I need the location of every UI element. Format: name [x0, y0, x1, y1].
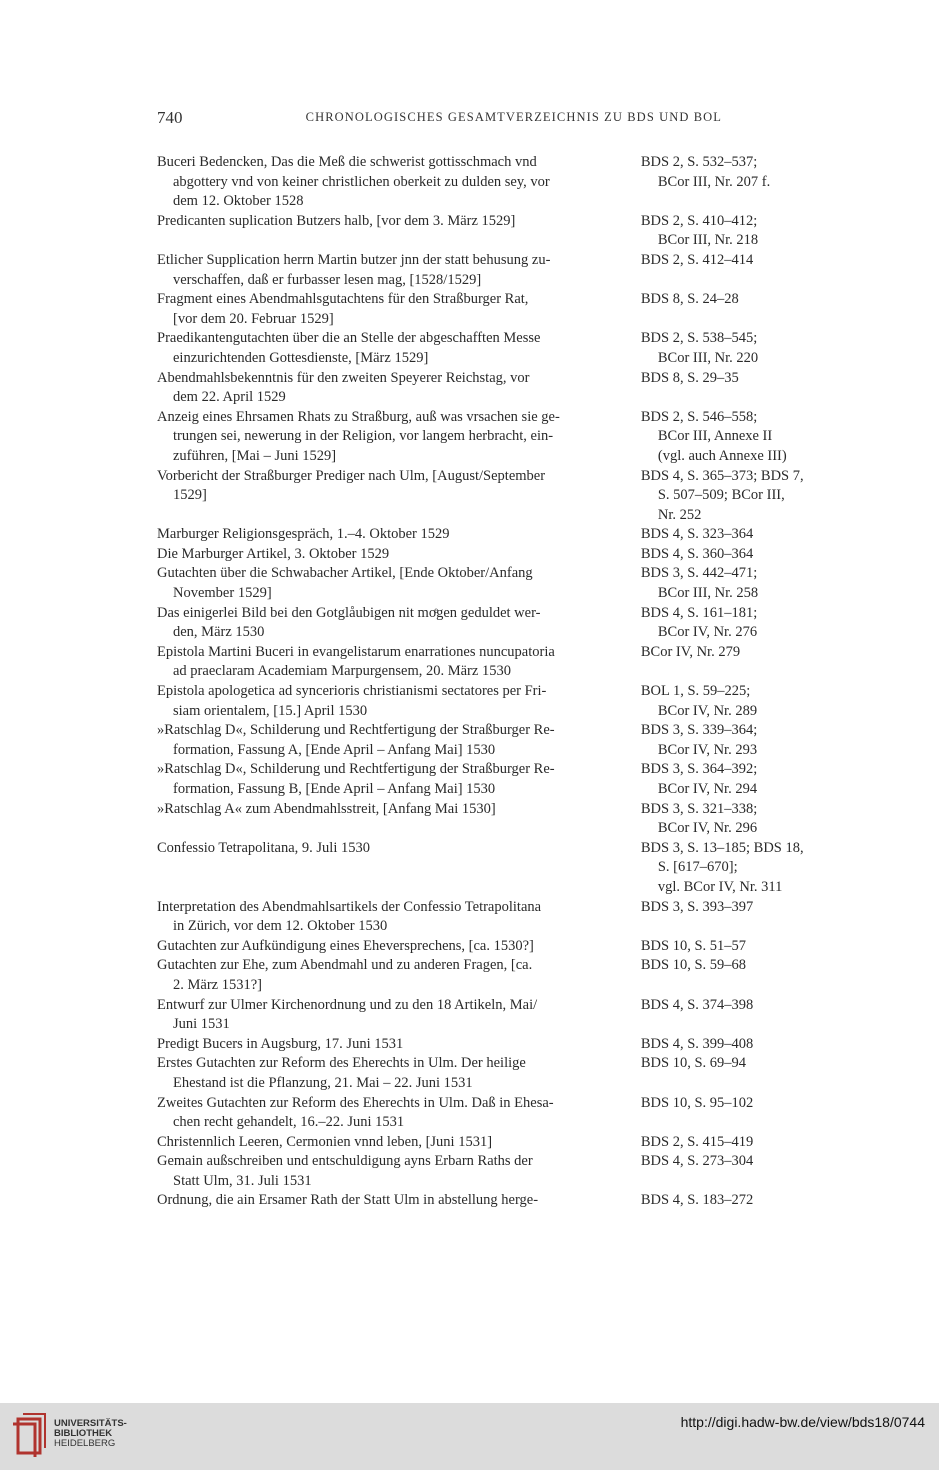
- list-item: [157, 839, 847, 898]
- entry-reference: BDS 2, S. 538–545; BCor III, Nr. 220: [640, 330, 759, 366]
- entry-reference: BDS 4, S. 360–364: [640, 545, 754, 562]
- entry-title: Gutachten zur Ehe, zum Abendmahl und zu anderen Fragen, [ca. 2. März 1531?]: [157, 957, 533, 993]
- list-item: [157, 898, 847, 937]
- entry-reference: BDS 4, S. 374–398: [640, 996, 754, 1013]
- entry-title: Entwurf zur Ulmer Kirchenordnung und zu den 18 Artikeln, Mai/ Juni 1531: [157, 996, 538, 1033]
- entry-title: Predigt Bucers in Augsburg, 17. Juni 1531: [157, 1035, 404, 1052]
- entry-reference: BDS 4, S. 273–304: [640, 1153, 754, 1170]
- entry-reference: BDS 3, S. 442–471; BCor III, Nr. 258: [640, 565, 759, 602]
- entry-reference: BDS 4, S. 399–408: [640, 1035, 754, 1052]
- entry-reference: BDS 4, S. 323–364: [640, 526, 754, 543]
- entry-title: »Ratschlag A« zum Abendmahlsstreit, [Anfang Mai 1530]: [157, 800, 496, 817]
- list-item: [157, 1094, 847, 1133]
- entry-reference: BDS 8, S. 24–28: [640, 291, 739, 308]
- list-item: [157, 525, 847, 545]
- library-logo[interactable]: [10, 1413, 150, 1457]
- entry-title: Erstes Gutachten zur Reform des Eherechts in Ulm. Der heilige Ehestand ist die Pflanzung, 21. Mai – 22. Juni 1531: [157, 1055, 526, 1091]
- entry-reference: BOL 1, S. 59–225; BCor IV, Nr. 289: [640, 683, 758, 719]
- list-item: [157, 956, 847, 995]
- list-item: [157, 153, 847, 212]
- list-item: [157, 290, 847, 329]
- entry-title: Gutachten über die Schwabacher Artikel, [Ende Oktober/Anfang November 1529]: [157, 565, 533, 602]
- list-item: [157, 545, 847, 565]
- list-item: [157, 682, 847, 721]
- library-logo-text: [54, 1419, 127, 1449]
- entry-list: [157, 153, 847, 1211]
- list-item: [157, 937, 847, 957]
- list-item: [157, 1054, 847, 1093]
- entry-reference: BDS 3, S. 364–392; BCor IV, Nr. 294: [640, 761, 758, 797]
- entry-reference: BDS 8, S. 29–35: [640, 369, 739, 386]
- entry-title: Epistola Martini Buceri in evangelistarum enarrationes nuncupatoria ad praeclaram Academiam Marpurgensem, 20. März 1530: [157, 643, 555, 680]
- entry-title: Fragment eines Abendmahlsgutachtens für den Straßburger Rat, [vor dem 20. Februar 1529]: [157, 291, 529, 327]
- list-item: [157, 604, 847, 643]
- list-item: [157, 467, 847, 526]
- entry-reference: BDS 2, S. 415–419: [640, 1133, 754, 1150]
- entry-reference: BDS 4, S. 161–181; BCor IV, Nr. 276: [640, 604, 758, 641]
- entry-reference: BDS 10, S. 51–57: [640, 937, 747, 954]
- entry-reference: BDS 3, S. 13–185; BDS 18, S. [617–670]; vgl. BCor IV, Nr. 311: [640, 839, 804, 895]
- entry-reference: BDS 2, S. 546–558; BCor III, Annexe II (vgl. auch Annexe III): [640, 408, 787, 464]
- entry-reference: BDS 2, S. 410–412; BCor III, Nr. 218: [640, 212, 759, 249]
- entry-title: Anzeig eines Ehrsamen Rhats zu Straßburg, auß was vrsachen sie ge- trungen sei, newerung in der Religion, vor langem herbracht, ein- zuführen, [Mai – Juni 1529]: [157, 408, 560, 464]
- entry-title: »Ratschlag D«, Schilderung und Rechtfertigung der Straßburger Re- formation, Fassung A, [Ende April – Anfang Mai] 1530: [157, 722, 555, 758]
- entry-title: Interpretation des Abendmahlsartikels der Confessio Tetrapolitana in Zürich, vor dem 12. Oktober 1530: [157, 898, 542, 935]
- entry-title: Zweites Gutachten zur Reform des Eherechts in Ulm. Daß in Ehesa- chen recht gehandelt, 16.–22. Juni 1531: [157, 1094, 554, 1131]
- entry-reference: BDS 3, S. 393–397: [640, 898, 754, 915]
- list-item: [157, 369, 847, 408]
- footer-bar: [0, 1403, 939, 1470]
- entry-title: Confessio Tetrapolitana, 9. Juli 1530: [157, 839, 370, 856]
- logo-line-1: UNIVERSITÄTS-: [54, 1418, 127, 1429]
- entry-title: Buceri Bedencken, Das die Meß die schwerist gottisschmach vnd abgottery vnd von keiner christlichen oberkeit zu dulden sey, vor dem 12. Oktober 1528: [157, 154, 550, 210]
- entry-reference: BDS 2, S. 532–537; BCor III, Nr. 207 f.: [640, 154, 771, 190]
- logo-line-2: BIBLIOTHEK: [54, 1428, 113, 1439]
- entry-reference: BDS 10, S. 69–94: [640, 1055, 747, 1072]
- list-item: [157, 643, 847, 682]
- list-item: [157, 212, 847, 251]
- list-item: [157, 329, 847, 368]
- list-item: [157, 251, 847, 290]
- entry-reference: BDS 10, S. 59–68: [640, 957, 747, 974]
- list-item: [157, 760, 847, 799]
- list-item: [157, 564, 847, 603]
- library-logo-icon: [10, 1413, 48, 1457]
- entry-reference: BDS 3, S. 321–338; BCor IV, Nr. 296: [640, 800, 758, 837]
- list-item: [157, 721, 847, 760]
- entry-reference: BDS 10, S. 95–102: [640, 1094, 754, 1111]
- entry-title: Vorbericht der Straßburger Prediger nach Ulm, [August/September 1529]: [157, 467, 546, 504]
- source-url[interactable]: http://digi.hadw-bw.de/view/bds18/0744: [680, 1414, 925, 1430]
- entry-title: Praedikantengutachten über die an Stelle der abgeschafften Messe einzurichtenden Gottesdienste, [März 1529]: [157, 330, 541, 366]
- entry-title: »Ratschlag D«, Schilderung und Rechtfertigung der Straßburger Re- formation, Fassung B, [Ende April – Anfang Mai] 1530: [157, 761, 555, 797]
- list-item: [157, 800, 847, 839]
- entry-reference: BCor IV, Nr. 279: [640, 643, 741, 660]
- entry-title: Predicanten suplication Butzers halb, [vor dem 3. März 1529]: [157, 212, 516, 229]
- page-number: 740: [157, 108, 183, 127]
- entry-reference: BDS 4, S. 365–373; BDS 7, S. 507–509; BCor III, Nr. 252: [640, 467, 804, 523]
- entry-title: Gemain außschreiben und entschuldigung ayns Erbarn Raths der Statt Ulm, 31. Juli 1531: [157, 1153, 533, 1189]
- list-item: [157, 1133, 847, 1153]
- entry-title: Gutachten zur Aufkündigung eines Eheversprechens, [ca. 1530?]: [157, 937, 534, 954]
- entry-reference: BDS 3, S. 339–364; BCor IV, Nr. 293: [640, 722, 758, 758]
- entry-title: Ordnung, die ain Ersamer Rath der Statt Ulm in abstellung herge-: [157, 1192, 539, 1209]
- entry-reference: BDS 4, S. 183–272: [640, 1192, 754, 1209]
- entry-title: Etlicher Supplication herrn Martin butzer jnn der statt behusung zu- verschaffen, daß er furbasser lesen mag, [1528/1529]: [157, 251, 551, 288]
- entry-title: Abendmahlsbekenntnis für den zweiten Speyerer Reichstag, vor dem 22. April 1529: [157, 369, 530, 406]
- entry-title: Marburger Religionsgespräch, 1.–4. Oktober 1529: [157, 526, 450, 543]
- entry-title: Das einigerlei Bild bei den Gotglåubigen nit moͤgen geduldet wer- den, März 1530: [157, 604, 541, 641]
- entry-title: Christennlich Leeren, Cermonien vnnd leben, [Juni 1531]: [157, 1133, 493, 1150]
- logo-line-3: HEIDELBERG: [54, 1438, 116, 1449]
- list-item: [157, 1035, 847, 1055]
- list-item: [157, 1191, 847, 1211]
- list-item: [157, 996, 847, 1035]
- list-item: [157, 1152, 847, 1191]
- running-title: CHRONOLOGISCHES GESAMTVERZEICHNIS ZU BDS UND BOL: [305, 110, 722, 124]
- entry-title: Die Marburger Artikel, 3. Oktober 1529: [157, 545, 390, 562]
- entry-reference: BDS 2, S. 412–414: [640, 251, 754, 268]
- page-header: [157, 108, 722, 132]
- entry-title: Epistola apologetica ad syncerioris christianismi sectatores per Fri- siam orientalem, [15.] April 1530: [157, 683, 547, 719]
- list-item: [157, 408, 847, 467]
